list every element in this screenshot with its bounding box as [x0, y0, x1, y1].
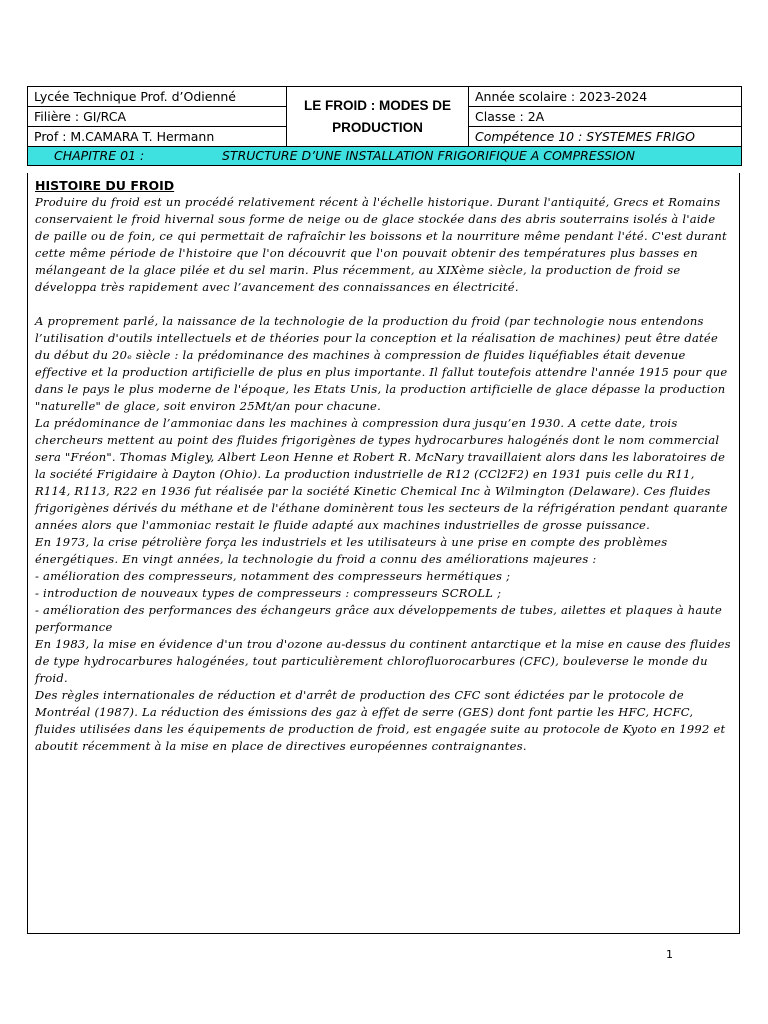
- chapter-banner: [28, 147, 742, 166]
- filiere-cell: Filière : GI/RCA: [28, 107, 287, 127]
- content-body: [28, 173, 739, 755]
- school-cell: Lycée Technique Prof. d’Odienné: [28, 87, 287, 107]
- paragraph-regulations: Des règles internationales de réduction et d'arrêt de production des CFC sont édictées par le protocole de Montréal (1987). La réduction des émissions des gaz à effet de serre (GES) dont font partie les HFC, HCFC, fluides utilisées dans les équipements de production de froid, est engagée suite au protocole de Kyoto en 1992 et aboutit récemment à la mise en place de directives européennes contraignantes.: [35, 688, 726, 753]
- class-cell: Classe : 2A: [469, 107, 742, 127]
- paragraph-technology: A proprement parlé, la naissance de la technologie de la production du froid (par technologie nous entendons l’utilisation d'outils intellectuels et de théories pour la conception et la réalisation de machines) peut être datée du début du 20ₑ siècle : la prédominance des machines à compression de fluides liquéfiables était devenue effective et la production artificielle de plus en plus importante. Il fallut toutefois attendre l'année 1915 pour que dans le pays le plus moderne de l'époque, les Etats Unis, la production artificielle de glace dépasse la production "naturelle" de glace, soit environ 25Mt/an pour chacune.: [35, 314, 728, 413]
- document-title: LE FROID : MODES DE PRODUCTION: [287, 87, 469, 147]
- header-table: [27, 86, 742, 166]
- list-item: - introduction de nouveaux types de compresseurs : compresseurs SCROLL ;: [35, 586, 502, 600]
- chapter-cell: [28, 147, 742, 166]
- teacher-cell: Prof : M.CAMARA T. Hermann: [28, 127, 287, 147]
- content-box: [27, 173, 740, 934]
- section-title: HISTOIRE DU FROID: [35, 178, 175, 193]
- list-item: - amélioration des performances des échangeurs grâce aux développements de tubes, ailettes et plaques à haute performance: [35, 603, 723, 634]
- paragraph-intro: Produire du froid est un procédé relativement récent à l'échelle historique. Durant l'antiquité, Grecs et Romains conservaient le froid hivernal sous forme de neige ou de glace stockée dans des abris souterrains isolés à l'aide de paille ou de foin, ce qui permettait de rafraîchir les boissons et la nourriture même pendant l'été. C'est durant cette même période de l'histoire que l'on découvrit que l'on pouvait obtenir des températures plus basses en mélangeant de la glace pilée et du sel marin. Plus récemment, au XIXème siècle, la production de froid se développa très rapidement avec l’avancement des connaissances en électricité.: [35, 195, 727, 294]
- page-number: 1: [666, 948, 673, 961]
- list-item: - amélioration des compresseurs, notamment des compresseurs hermétiques ;: [35, 569, 511, 583]
- chapter-title: STRUCTURE D’UNE INSTALLATION FRIGORIFIQUE A COMPRESSION: [222, 148, 636, 163]
- paragraph-1973: En 1973, la crise pétrolière força les industriels et les utilisateurs à une prise en compte des problèmes énergétiques. En vingt années, la technologie du froid a connu des améliorations majeures :: [35, 535, 668, 566]
- competence-cell: Compétence 10 : SYSTEMES FRIGO: [469, 127, 742, 147]
- paragraph-ammonia: La prédominance de l’ammoniac dans les machines à compression dura jusqu’en 1930. A cette date, trois chercheurs mettent au point des fluides frigorigènes de types hydrocarbures halogénés dont le nom commercial sera "Fréon". Thomas Migley, Albert Leon Henne et Robert R. McNary travaillaient alors dans les laboratoires de la société Frigidaire à Dayton (Ohio). La production industrielle de R12 (CCl2F2) en 1931 puis celle du R11, R114, R113, R22 en 1936 fut réalisée par la société Kinetic Chemical Inc à Wilmington (Delaware). Ces fluides frigorigènes dérivés du méthane et de l'éthane dominèrent tous les secteurs de la réfrigération pendant quarante années alors que l'ammoniac restait le fluide adapté aux machines industrielles de grosse puissance.: [35, 416, 728, 532]
- paragraph-gap: [35, 296, 731, 313]
- school-year-cell: Année scolaire : 2023-2024: [469, 87, 742, 107]
- paragraph-1983: En 1983, la mise en évidence d'un trou d'ozone au-dessus du continent antarctique et la mise en cause des fluides de type hydrocarbures halogénées, tout particulièrement chlorofluorocarbures (CFC), bouleverse le monde du froid.: [35, 637, 731, 685]
- chapter-number: CHAPITRE 01 :: [54, 148, 145, 163]
